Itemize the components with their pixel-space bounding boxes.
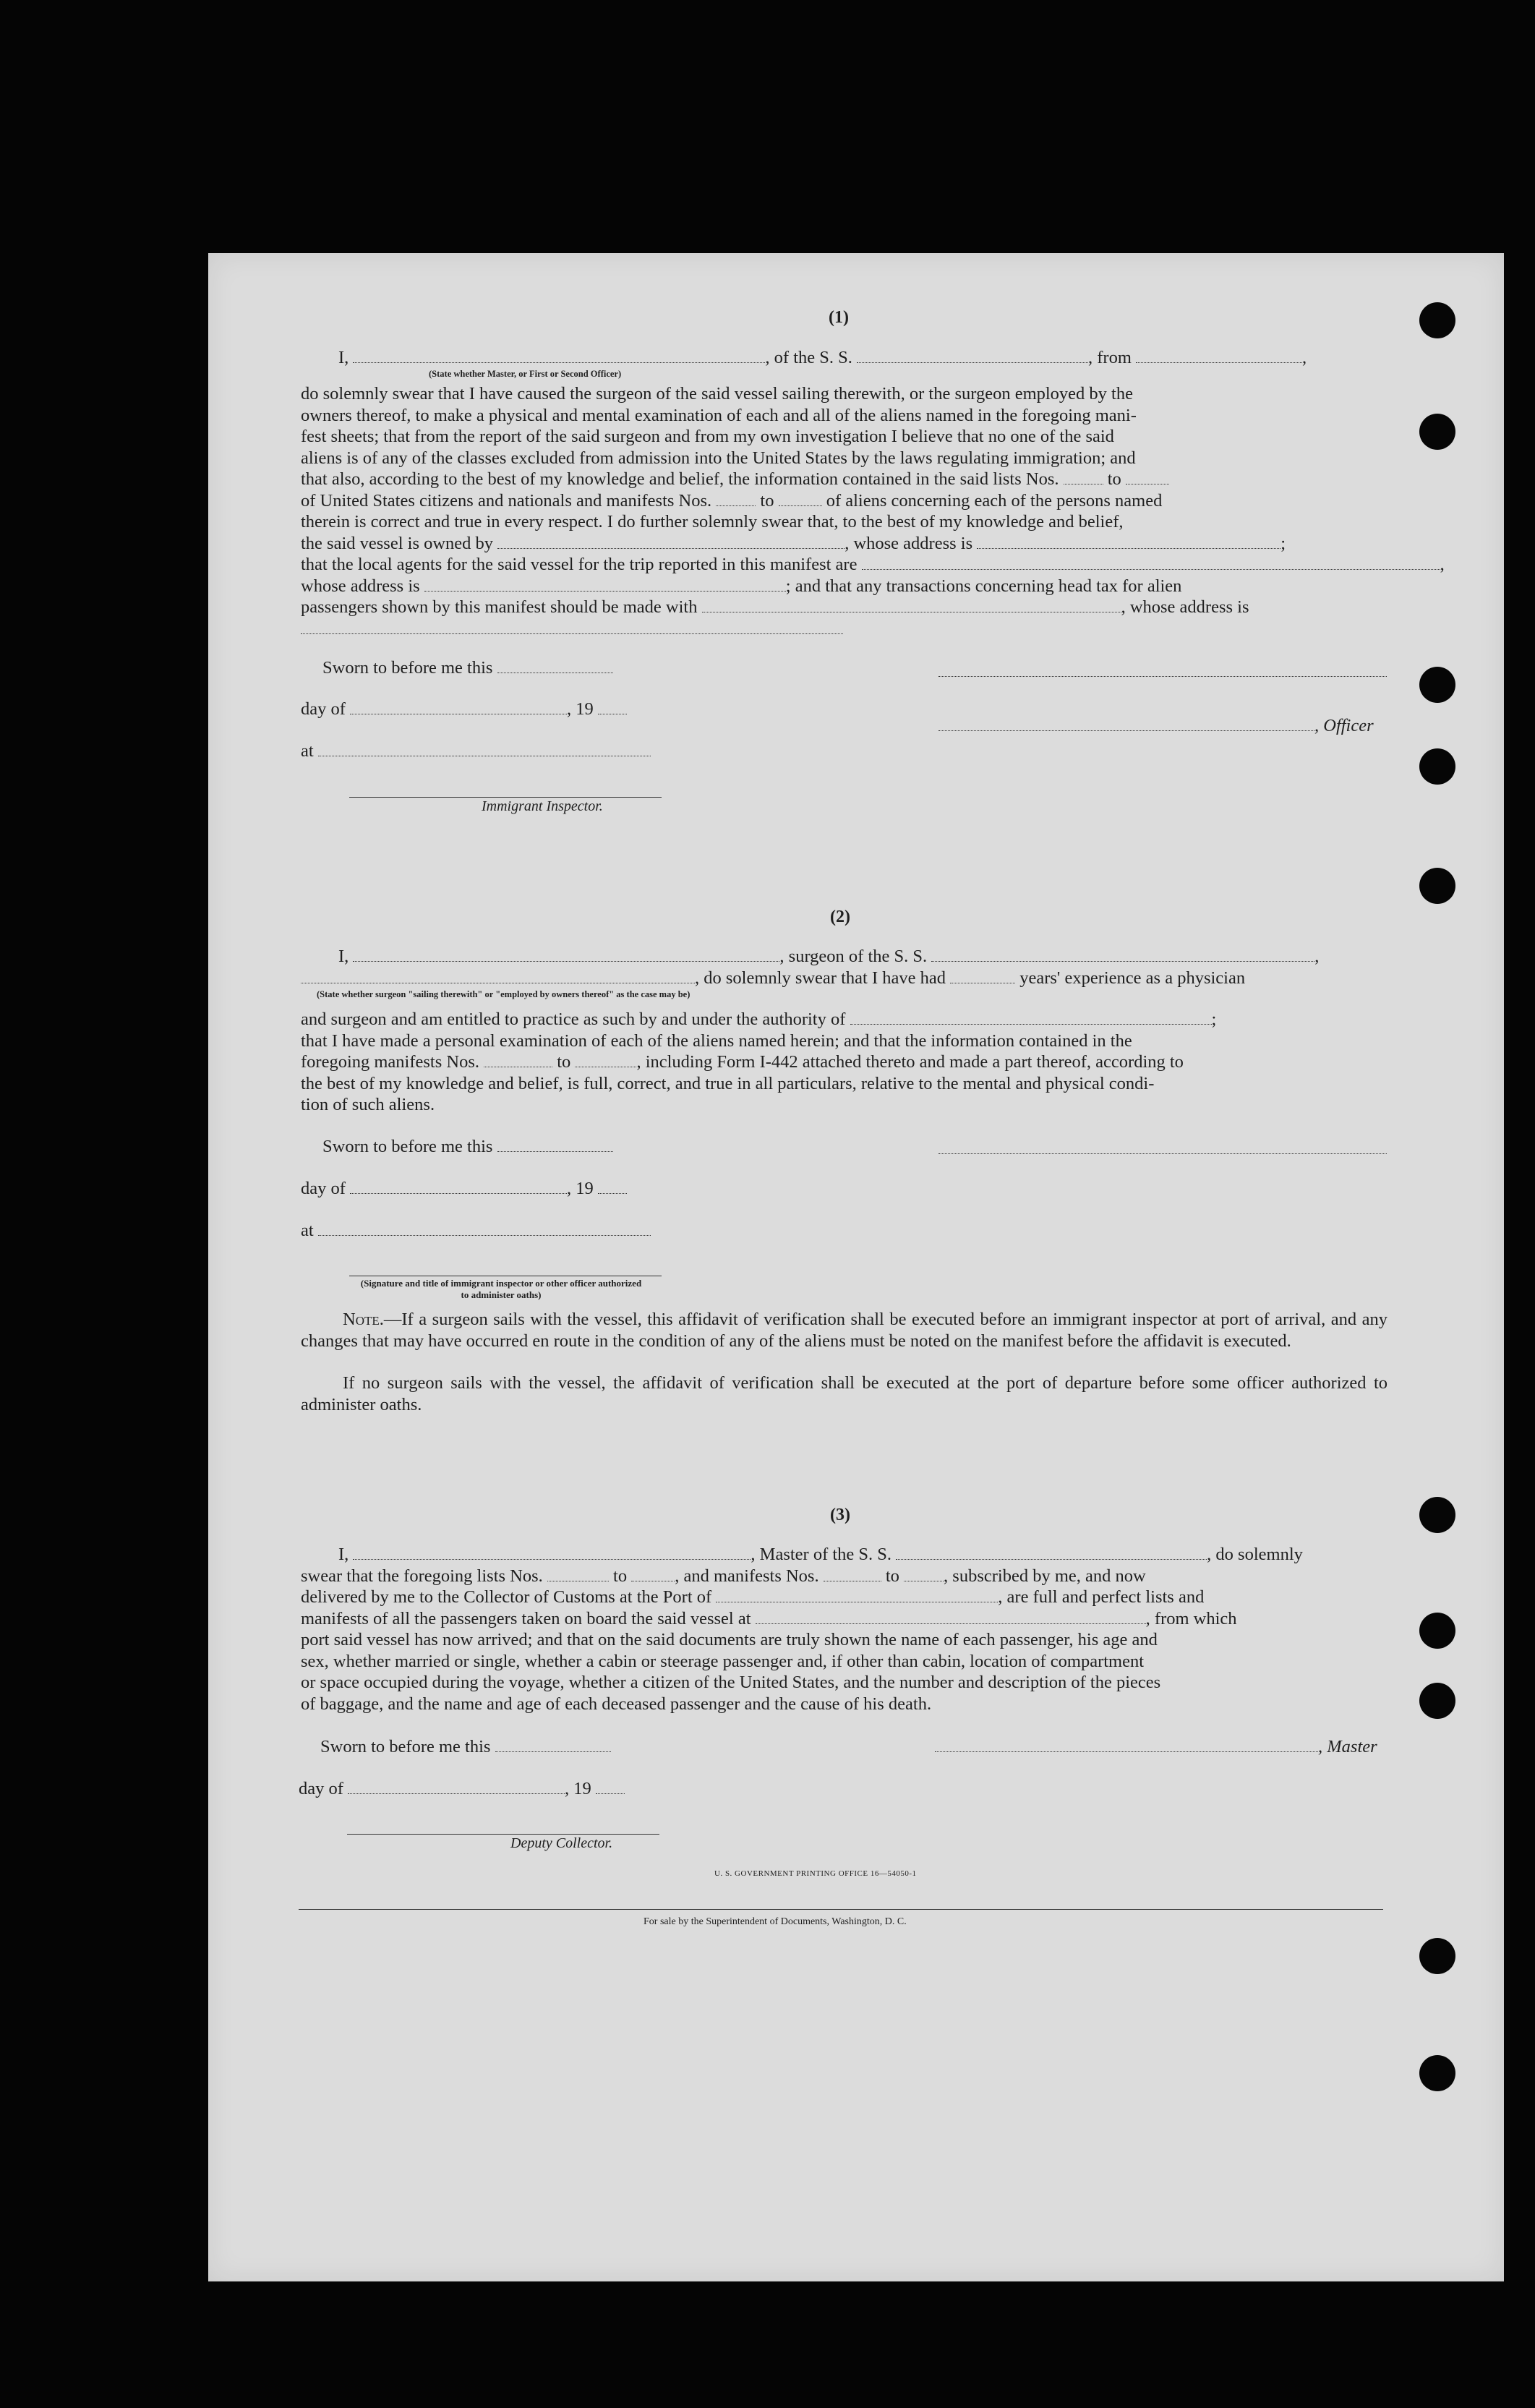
day-field[interactable] <box>350 701 567 714</box>
text: , surgeon of the S. S. <box>779 947 928 966</box>
embark-port-field[interactable] <box>756 1610 1146 1624</box>
at-line <box>301 741 651 761</box>
text: aliens is of any of the classes excluded from admission into the United States by the laws regulating immigration; and <box>301 448 1136 468</box>
sworn-line <box>322 1137 613 1157</box>
year-field[interactable] <box>596 1780 625 1794</box>
footer-rule <box>299 1909 1383 1910</box>
text: sex, whether married or single, whether a cabin or steerage passenger and, if other than cabin, location of compartment <box>301 1651 1145 1671</box>
text: , 19 <box>567 699 594 719</box>
text: years' experience as a physician <box>1019 968 1246 988</box>
text: port said vessel has now arrived; and that on the said documents are truly shown the name of each passenger, his age and <box>301 1630 1158 1649</box>
day-line <box>301 1179 627 1199</box>
text: day of <box>301 1179 346 1198</box>
manifests-from-field[interactable] <box>716 492 756 506</box>
text: of aliens concerning each of the persons named <box>826 490 1163 511</box>
agents-field[interactable] <box>862 556 1440 570</box>
note-label: Note. <box>343 1310 384 1329</box>
text: tion of such aliens. <box>301 1095 435 1114</box>
text: , subscribed by me, and now <box>944 1566 1146 1586</box>
printer-imprint: U. S. GOVERNMENT PRINTING OFFICE 16—54050-1 <box>714 1869 917 1878</box>
field-caption: (State whether Master, or First or Second Officer) <box>429 369 622 379</box>
text: at <box>301 741 314 761</box>
surgeon-status-field[interactable] <box>301 970 695 983</box>
text: day of <box>301 699 346 719</box>
text: at <box>301 1221 314 1240</box>
day-line <box>301 699 627 720</box>
punch-hole <box>1419 2055 1455 2091</box>
oath-surgeon <box>301 946 1388 989</box>
text: to <box>613 1566 628 1586</box>
text: , from <box>1088 348 1132 367</box>
text: I, <box>338 1545 349 1564</box>
manifests-to-field[interactable] <box>779 492 822 506</box>
at-line <box>301 1221 651 1241</box>
master-signature-field[interactable] <box>935 1738 1318 1752</box>
agents-address-field[interactable] <box>424 578 786 592</box>
text: Sworn to before me this <box>320 1737 491 1756</box>
text: that I have made a personal examination of each of the aliens named herein; and that the information contained in the <box>301 1030 1132 1051</box>
note <box>301 1309 1388 1352</box>
text: , whose address is <box>845 533 973 553</box>
text: the best of my knowledge and belief, is full, correct, and true in all particulars, relative to the mental and physical condi- <box>301 1073 1155 1093</box>
sworn-line <box>320 1737 611 1757</box>
text: , 19 <box>565 1779 591 1798</box>
signature-rule <box>938 1153 1387 1154</box>
vessel-field[interactable] <box>896 1546 1207 1560</box>
port-field[interactable] <box>716 1589 998 1602</box>
text: , are full and perfect lists and <box>998 1587 1205 1607</box>
field-caption: (State whether surgeon "sailing therewith" or "employed by owners thereof" as the case may be) <box>317 989 690 999</box>
text: and surgeon and am entitled to practice as such by and under the authority of <box>301 1009 846 1029</box>
years-field[interactable] <box>950 970 1015 983</box>
signature-caption: (Signature and title of immigrant inspector or other officer authorized to administer oaths) <box>360 1278 642 1300</box>
master-name-field[interactable] <box>353 1546 751 1560</box>
text: , <box>1302 348 1307 367</box>
from-field[interactable] <box>1136 349 1302 363</box>
text: that the local agents for the said vessel for the trip reported in this manifest are <box>301 555 858 574</box>
manifests-to-field[interactable] <box>575 1054 636 1067</box>
note <box>301 1372 1388 1415</box>
text: —If a surgeon sails with the vessel, this affidavit of verification shall be executed before an immigrant inspector at port of arrival, and any changes that may have occurred en route in the condition of any of the aliens must be noted on the manifest before the affidavit is executed. <box>301 1310 1388 1351</box>
punch-hole <box>1419 1683 1455 1719</box>
text: , Officer <box>1314 716 1374 735</box>
year-field[interactable] <box>598 701 627 714</box>
text: of United States citizens and nationals and manifests Nos. <box>301 490 712 511</box>
inspector-label: Immigrant Inspector. <box>482 798 603 814</box>
owner-field[interactable] <box>497 535 845 549</box>
year-field[interactable] <box>598 1180 627 1194</box>
text: , <box>1314 947 1320 966</box>
text: foregoing manifests Nos. <box>301 1052 479 1072</box>
text: or space occupied during the voyage, whether a citizen of the United States, and the number and description of the pieces <box>301 1673 1161 1692</box>
text: , and manifests Nos. <box>675 1566 819 1586</box>
signature-rule <box>347 1834 659 1835</box>
signature-rule <box>349 797 662 798</box>
punch-hole <box>1419 302 1455 338</box>
text: swear that the foregoing lists Nos. <box>301 1566 543 1586</box>
surgeon-name-field[interactable] <box>353 948 779 962</box>
head-tax-agent-field[interactable] <box>702 599 1121 612</box>
master-line <box>935 1737 1377 1757</box>
text: , including Form I-442 attached thereto and made a part thereof, according to <box>636 1052 1184 1072</box>
owner-address-field[interactable] <box>977 535 1280 549</box>
text: Sworn to before me this <box>322 658 493 678</box>
text: whose address is <box>301 576 420 596</box>
text: , Master <box>1318 1737 1377 1756</box>
punch-hole <box>1419 1497 1455 1533</box>
punch-hole <box>1419 868 1455 904</box>
text: to <box>760 490 774 511</box>
text: therein is correct and true in every respect. I do further solemnly swear that, to the best of my knowledge and belief, <box>301 512 1124 531</box>
text: , Master of the S. S. <box>751 1545 892 1564</box>
text: of baggage, and the name and age of each deceased passenger and the cause of his death. <box>301 1694 932 1714</box>
oath-master-body: do solemnly swear that I have caused the surgeon of the said vessel sailing therewith, or the surgeon employed by the owners thereof, to make a physical and mental examination of each and all of the aliens named in the foregoing mani- fest sheets; that from the report of the said surgeon and from my own investigation I believe that no one of the said aliens is of any of the classes excluded from admission into the United States by the laws regulating immigration; and that also, according to the best of my knowledge and belief, the information contained in the said lists Nos. to of United States citizens and nationals and manifests Nos. to of aliens concerning each of the persons named therein is correct and true in every respect. I do further solemnly swear that, to the best of my knowledge and belief, the said vessel is owned by , whose address is ; that the local agents for the said vessel for the trip reported in this manifest are , whose address is ; and that any transactions concerning head tax for alien passengers shown by this manifest should be made with , whose address is <box>301 383 1388 639</box>
text: , whose address is <box>1121 597 1249 617</box>
text: , of the S. S. <box>765 348 852 367</box>
text: do solemnly swear that I have caused the surgeon of the said vessel sailing therewith, or the surgeon employed by the <box>301 384 1133 404</box>
text: Sworn to before me this <box>322 1137 493 1156</box>
day-field[interactable] <box>348 1780 565 1794</box>
punch-hole <box>1419 1938 1455 1974</box>
lists-from-field[interactable] <box>547 1568 609 1581</box>
manifests-from-field[interactable] <box>484 1054 552 1067</box>
text: to <box>1107 469 1121 489</box>
text: the said vessel is owned by <box>301 533 494 553</box>
text: If no surgeon sails with the vessel, the affidavit of verification shall be executed at the port of departure before some officer authorized to administer oaths. <box>301 1373 1388 1414</box>
text: fest sheets; that from the report of the said surgeon and from my own investigation I believe that no one of the said <box>301 427 1114 446</box>
sworn-date-field[interactable] <box>497 659 613 673</box>
lists-from-field[interactable] <box>1064 471 1103 484</box>
day-field[interactable] <box>350 1180 567 1194</box>
text: I, <box>338 348 349 367</box>
section-number: (1) <box>829 308 849 327</box>
lists-to-field[interactable] <box>631 1568 675 1581</box>
text: to <box>885 1566 899 1586</box>
day-line <box>299 1779 625 1799</box>
oath-master-final <box>301 1544 1388 1715</box>
oath-master <box>301 347 1388 369</box>
text: ; and that any transactions concerning head tax for alien <box>785 576 1182 596</box>
section-number: (2) <box>830 908 850 926</box>
text: to <box>557 1052 571 1072</box>
text: I, <box>338 947 349 966</box>
sworn-date-field[interactable] <box>495 1738 611 1752</box>
sworn-date-field[interactable] <box>497 1138 613 1152</box>
form-sheet <box>208 253 1504 2281</box>
oath-surgeon-body: and surgeon and am entitled to practice as such by and under the authority of ; that I have made a personal examination of each of the aliens named herein; and that the information contained in the foregoing manifests Nos. to , including Form I-442 attached thereto and made a part thereof, according to the best of my knowledge and belief, is full, correct, and true in all particulars, relative to the mental and physical condi- tion of such aliens. <box>301 1009 1388 1116</box>
text: manifests of all the passengers taken on board the said vessel at <box>301 1608 751 1628</box>
officer-signature-field[interactable] <box>938 717 1314 731</box>
signature-rule <box>938 676 1387 677</box>
collector-label: Deputy Collector. <box>510 1835 613 1851</box>
punch-hole <box>1419 414 1455 450</box>
head-tax-address-field[interactable] <box>301 620 843 634</box>
text: , do solemnly <box>1207 1545 1303 1564</box>
sworn-line <box>322 658 613 678</box>
authority-field[interactable] <box>850 1011 1212 1025</box>
punch-hole <box>1419 748 1455 785</box>
at-field[interactable] <box>318 1222 651 1236</box>
text: that also, according to the best of my knowledge and belief, the information contained in the said lists Nos. <box>301 469 1059 489</box>
punch-hole <box>1419 667 1455 703</box>
lists-to-field[interactable] <box>1126 471 1169 484</box>
name-field[interactable] <box>353 349 765 363</box>
text: , do solemnly swear that I have had <box>695 968 946 988</box>
manifests-from-field[interactable] <box>824 1568 881 1581</box>
text: owners thereof, to make a physical and mental examination of each and all of the aliens named in the foregoing mani- <box>301 405 1137 425</box>
at-field[interactable] <box>318 743 651 756</box>
footer-note: For sale by the Superintendent of Documents, Washington, D. C. <box>643 1916 907 1927</box>
text: , 19 <box>567 1179 594 1198</box>
manifests-to-field[interactable] <box>904 1568 944 1581</box>
officer-line <box>938 716 1374 736</box>
section-number: (3) <box>830 1506 850 1524</box>
text: delivered by me to the Collector of Customs at the Port of <box>301 1587 712 1607</box>
punch-hole <box>1419 1613 1455 1649</box>
vessel-field[interactable] <box>857 349 1088 363</box>
text: day of <box>299 1779 343 1798</box>
text: , from which <box>1145 1608 1237 1628</box>
text: passengers shown by this manifest should be made with <box>301 597 698 617</box>
vessel-field[interactable] <box>931 948 1314 962</box>
